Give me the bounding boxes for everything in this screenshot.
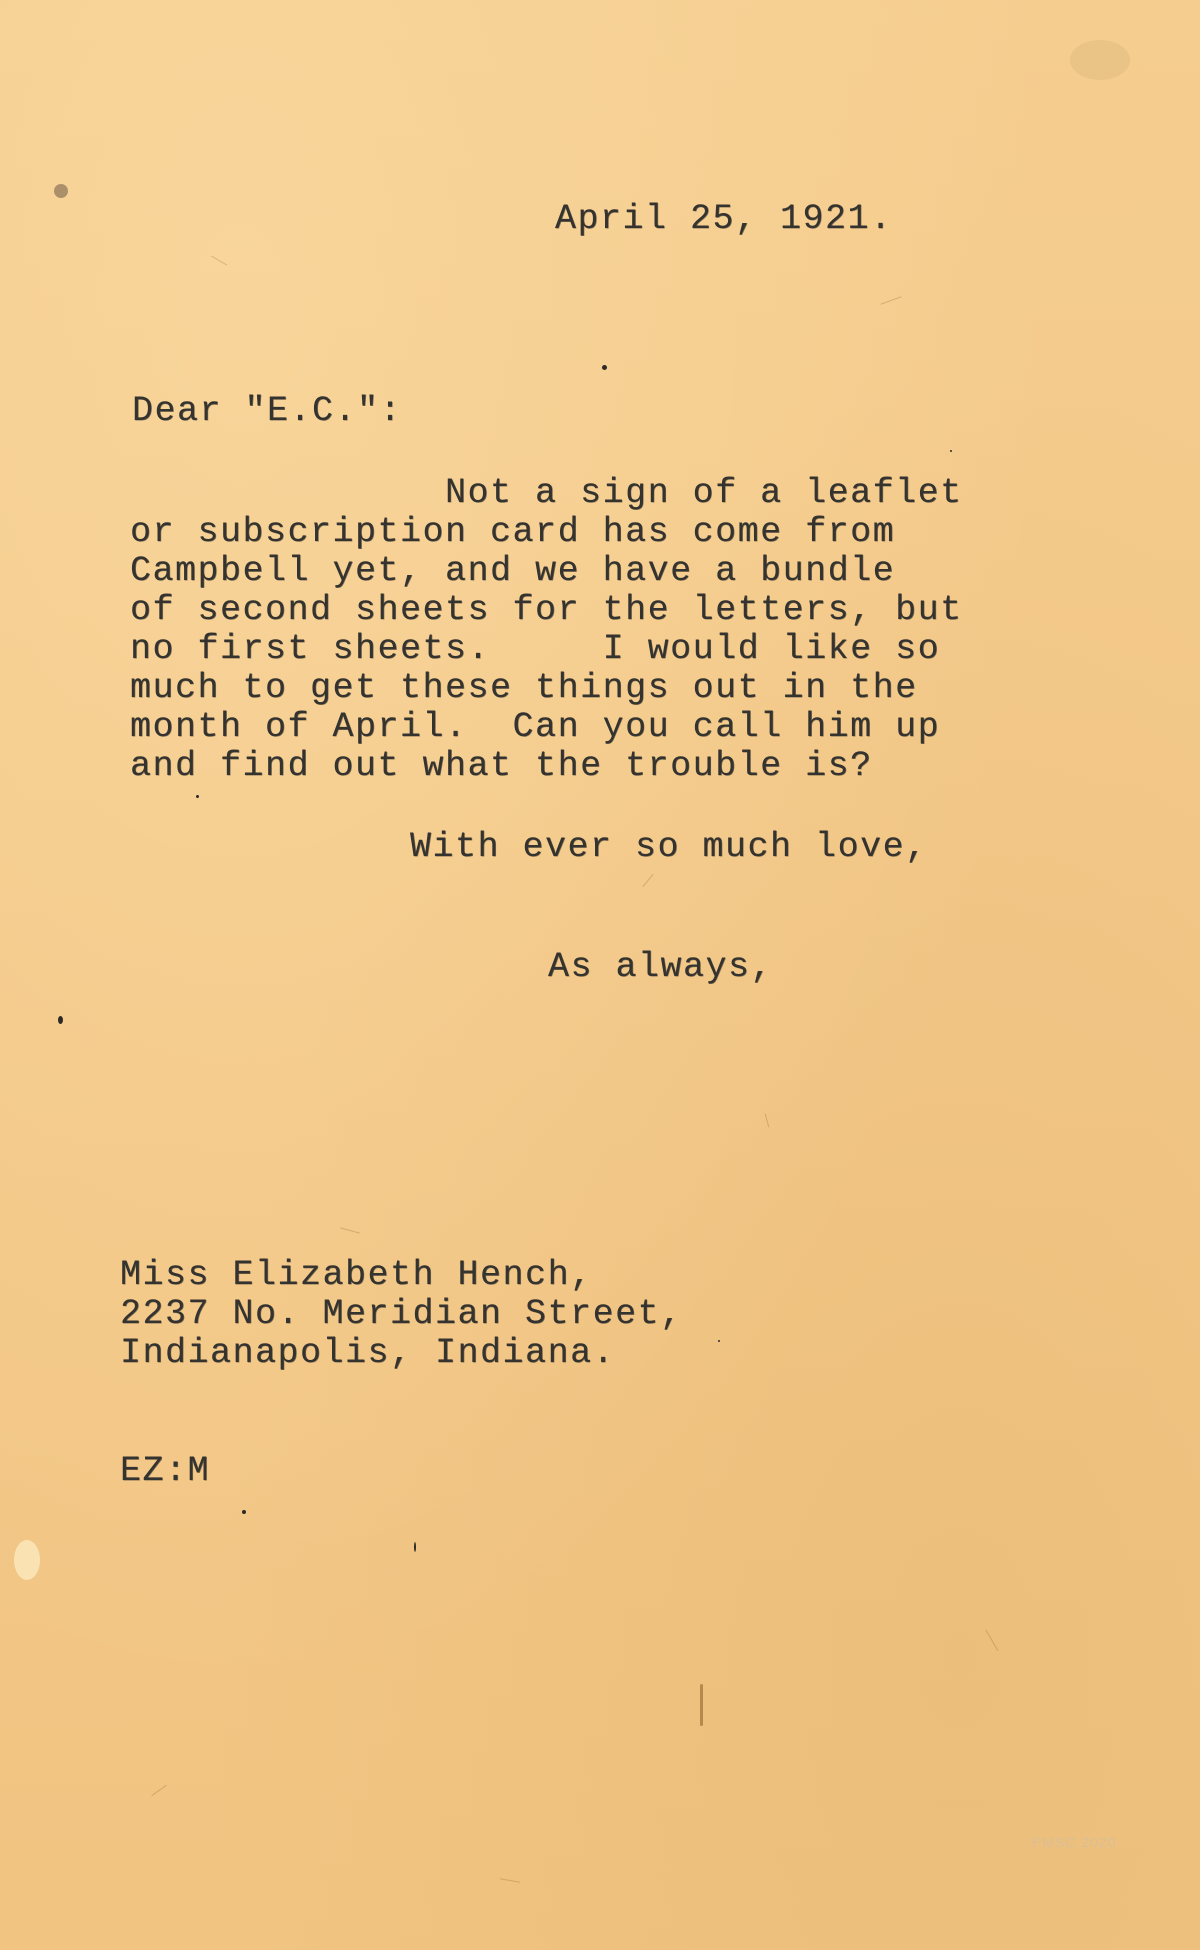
paper-fiber [500,1878,520,1882]
paper-fiber [151,1785,166,1796]
paper-fiber [986,1630,999,1651]
address-line: Indianapolis, Indiana. [120,1333,616,1373]
paper-fiber [765,1114,770,1128]
body-line: and find out what the trouble is? [130,746,873,786]
address-line: Miss Elizabeth Hench, [120,1255,593,1295]
paper-fiber [340,1227,360,1233]
paper-speck [196,795,199,798]
paper-fiber [880,296,901,304]
letter-closing: With ever so much love, [410,827,928,867]
archive-watermark: PMSC 2020 [1032,1834,1117,1850]
paper-speck [700,1684,703,1726]
paper-speck [414,1542,416,1552]
paper-stain [14,1540,40,1580]
body-line: of second sheets for the letters, but [130,590,963,630]
letter-signoff: As always, [548,947,774,987]
paper-speck [242,1510,246,1514]
address-line: 2237 No. Meridian Street, [120,1294,683,1334]
body-line: or subscription card has come from [130,512,896,552]
paper-fiber [211,256,227,266]
paper-speck [950,450,952,452]
paper-speck [58,1016,63,1024]
paper-speck [602,365,607,370]
letter-date: April 25, 1921. [555,199,893,239]
paper-fiber [642,874,653,887]
paper-stain [1070,40,1130,80]
body-line: no first sheets. I would like so [130,629,941,669]
typist-initials: EZ:M [120,1451,211,1491]
body-line: month of April. Can you call him up [130,707,941,747]
body-line: Campbell yet, and we have a bundle [130,551,896,591]
letter-salutation: Dear "E.C.": [132,391,403,431]
body-line: Not a sign of a leaflet [130,473,963,513]
body-line: much to get these things out in the [130,668,918,708]
paper-speck [718,1340,720,1342]
paper-stain [54,184,68,198]
